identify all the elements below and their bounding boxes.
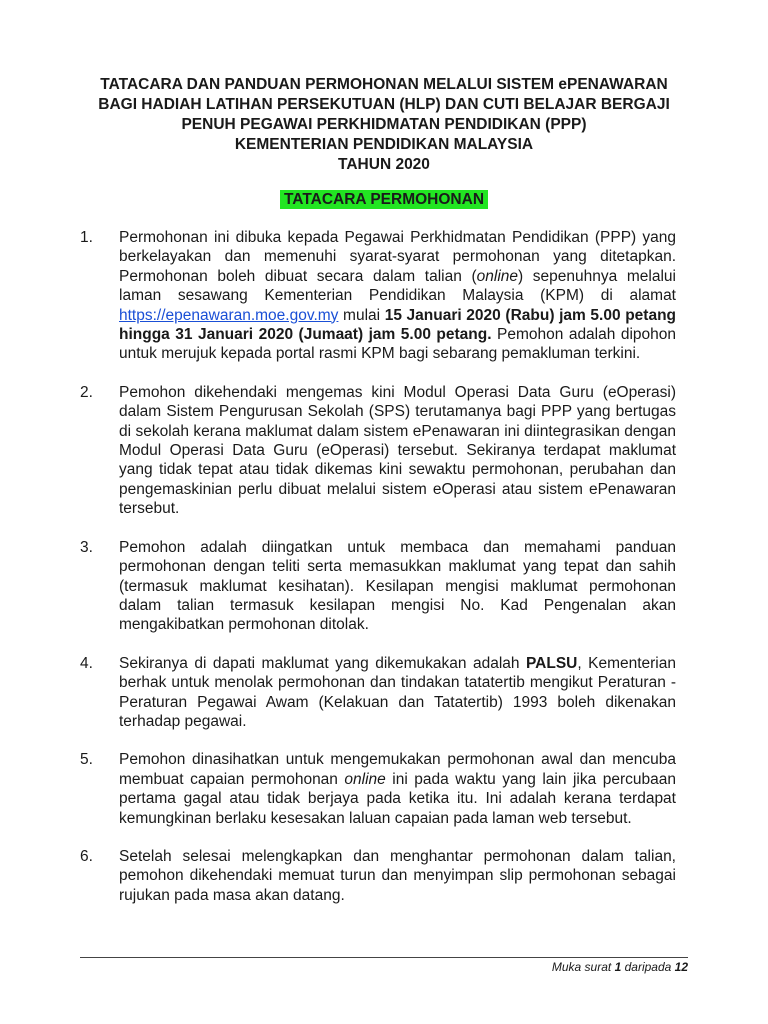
item-text: Pemohon adalah diingatkan untuk membaca dan memahami panduan permohonan dengan teliti serta memasukkan maklumat yang tepat dan sahih (termasuk maklumat kesihatan). Kesilapan mengisi maklumat permohonan dalam talian termasuk kesilapan mengisi No. Kad Pengenalan akan mengakibatkan permohonan ditolak. xyxy=(119,538,676,634)
item-text-part: Pemohon dinasihatkan untuk mengemukakan permohonan awal dan mencuba membuat capaian permohonan xyxy=(119,751,676,788)
page-footer xyxy=(552,960,688,974)
item-text-part: , Kementerian berhak untuk menolak permohonan dan tindakan tatatertib mengikut Peraturan - Peraturan Pegawai Awam (Kelakuan dan Tatatertib) 1993 boleh dikenakan terhadap pegawai. xyxy=(119,654,676,730)
item-number: 5. xyxy=(80,751,93,769)
list-item-5 xyxy=(80,750,676,828)
footer-text: Muka surat xyxy=(551,960,615,974)
header-line: TATACARA DAN PANDUAN PERMOHONAN MELALUI SISTEM ePENAWARAN xyxy=(100,76,668,93)
item-text-part: Pemohon adalah dipohon untuk merujuk kepada portal rasmi KPM bagi sebarang pemakluman terkini. xyxy=(119,326,677,363)
document-header xyxy=(80,75,688,175)
header-line: KEMENTERIAN PENDIDIKAN MALAYSIA xyxy=(234,136,534,153)
list-item-2 xyxy=(80,383,676,519)
header-line: PENUH PEGAWAI PERKHIDMATAN PENDIDIKAN (PPP) xyxy=(181,116,587,133)
section-title xyxy=(0,190,768,210)
item-number: 6. xyxy=(80,847,93,865)
list-item-1 xyxy=(80,228,676,364)
item-text: Setelah selesai melengkapkan dan menghantar permohonan dalam talian, pemohon dikehendaki memuat turun dan menyimpan slip permohonan sebagai rujukan pada masa akan datang. xyxy=(119,847,676,904)
item-text xyxy=(119,654,676,732)
section-title-highlight: TATACARA PERMOHONAN xyxy=(280,190,488,209)
item-text xyxy=(119,228,676,364)
item-text-part: Sekiranya di dapati maklumat yang dikemukakan adalah xyxy=(119,654,526,672)
list-item-4 xyxy=(80,654,676,732)
item-number: 1. xyxy=(80,229,93,246)
item-text-italic: online xyxy=(344,770,386,788)
footer-total-pages: 12 xyxy=(674,960,688,974)
item-number: 3. xyxy=(80,538,93,556)
item-text-part: ini pada waktu yang lain jika percubaan pertama gagal atau tidak berjaya pada ketika itu. Ini adalah kerana terdapat kemungkinan berlaku kesesakan laluan capaian pada laman web tersebut. xyxy=(119,770,676,827)
item-text xyxy=(119,750,676,828)
header-line: TAHUN 2020 xyxy=(338,156,430,173)
kpm-portal-link[interactable]: https://epenawaran.moe.gov.my xyxy=(119,306,339,324)
footer-page-number: 1 xyxy=(614,960,622,974)
item-text-part: ) sepenuhnya melalui laman sesawang Kementerian Pendidikan Malaysia (KPM) di alamat xyxy=(119,267,676,305)
item-number: 4. xyxy=(80,654,93,672)
item-text-italic: online xyxy=(476,267,519,285)
item-text: Pemohon dikehendaki mengemas kini Modul Operasi Data Guru (eOperasi) dalam Sistem Pengurusan Sekolah (SPS) terutamanya bagi PPP yang bertugas di sekolah kerana maklumat dalam sistem ePenawaran ini diintegrasikan dengan Modul Operasi Data Guru (eOperasi) tersebut. Sekiranya terdapat maklumat yang tidak tepat atau tidak dikemas kini sewaktu permohonan, perubahan dan pengemaskinian perlu dibuat melalui sistem eOperasi atau sistem ePenawaran tersebut. xyxy=(119,383,676,518)
list-item-3 xyxy=(80,538,676,635)
item-text-part: Permohonan ini dibuka kepada Pegawai Perkhidmatan Pendidikan (PPP) yang berkelayakan dan memenuhi syarat-syarat permohonan yang ditetapkan. Permohonan boleh dibuat secara dalam talian ( xyxy=(119,229,676,285)
item-text-bold: PALSU xyxy=(525,654,578,672)
footer-divider xyxy=(80,957,688,958)
header-line: BAGI HADIAH LATIHAN PERSEKUTUAN (HLP) DAN CUTI BELAJAR BERGAJI xyxy=(98,96,670,113)
item-number: 2. xyxy=(80,383,93,401)
footer-text: daripada xyxy=(621,960,675,974)
item-text-part: mulai xyxy=(338,306,385,324)
numbered-list xyxy=(80,228,676,924)
item-text-bold: 15 Januari 2020 (Rabu) jam 5.00 petang hingga 31 Januari 2020 (Jumaat) jam 5.00 petang. xyxy=(119,306,677,344)
list-item-6 xyxy=(80,847,676,905)
